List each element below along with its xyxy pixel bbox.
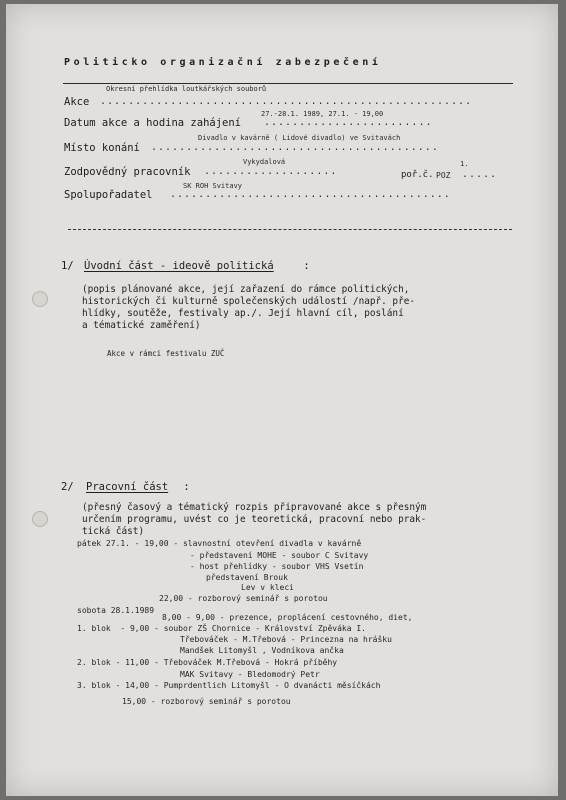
punch-hole-top <box>32 291 48 307</box>
section1-note: Akce v rámci festivalu ZUČ <box>107 349 225 358</box>
program-line-4: představení Brouk <box>206 573 288 582</box>
program-line-2: - představení MOHE - soubor C Svitavy <box>190 551 369 560</box>
misto-dots: ......................................... <box>151 142 439 153</box>
program-line-15: 15,00 - rozborový seminář s porotou <box>122 697 291 706</box>
section1-desc-line-3: hlídky, soutěže, festivaly ap./. Její hlavní cíl, poslání <box>82 308 404 319</box>
pracovnik-label: Zodpovědný pracovník <box>64 166 191 178</box>
program-line-9: 1. blok - 9,00 - soubor ZŠ Chornice - Království Zpěváka I. <box>77 624 366 633</box>
pracovnik-dots: ................... <box>204 166 338 177</box>
section2-number: 2/ <box>61 481 74 493</box>
pracovnik-number: 1. <box>460 160 469 168</box>
section1-desc-line-2: historických či kulturně společenských událostí /např. pře- <box>82 296 416 307</box>
section1-desc-line-4: a tématické zaměření) <box>82 320 201 331</box>
section2-desc-line-2: určením programu, uvést co je teoretická, pracovní nebo prak- <box>82 514 427 525</box>
program-line-14: 3. blok - 14,00 - Pumprdentlich Litomyšl - O dvanácti měsíčkách <box>77 681 381 690</box>
title-underline <box>63 83 513 84</box>
pracovnik-value: Vykydalová <box>243 158 286 166</box>
section1-heading-tail: : <box>297 260 310 272</box>
section-divider <box>68 229 512 230</box>
program-line-1: pátek 27.1. - 19,00 - slavnostní otevření divadla v kavárně <box>77 539 362 548</box>
program-line-7: sobota 28.1.1989 <box>77 606 155 615</box>
program-line-5: Lev v kleci <box>241 583 294 592</box>
section2-heading: Pracovní část <box>86 481 169 493</box>
poradi-value: POZ <box>436 171 451 180</box>
spolu-dots: ........................................ <box>170 189 451 200</box>
akce-label: Akce <box>64 96 90 108</box>
punch-hole-bottom <box>32 511 48 527</box>
section2-desc-line-3: tická část) <box>82 526 145 537</box>
section2-heading-tail: : <box>177 481 190 493</box>
document-page <box>6 4 558 796</box>
datum-dots: ........................ <box>264 117 433 128</box>
section1-desc-line-1: (popis plánované akce, její zařazení do rámce politických, <box>82 284 410 295</box>
datum-value: 27.-28.1. 1989, 27.1. - 19,00 <box>261 110 384 118</box>
spolu-label: Spolupořadatel <box>64 189 153 201</box>
misto-label: Místo konání <box>64 142 140 154</box>
program-line-6: 22,00 - rozborový seminář s porotou <box>159 594 328 603</box>
datum-label: Datum akce a hodina zahájení <box>64 117 242 129</box>
misto-value: Divadlo v kavárně ( Lidové divadlo) ve Svitavách <box>198 134 401 142</box>
poradi-dots: ..... <box>462 169 498 180</box>
program-line-10: Třebováček - M.Třebová - Princezna na hrášku <box>180 635 392 644</box>
program-line-11: Mandšek Litomyšl , Vodníkova ančka <box>180 646 344 655</box>
poradi-label: poř.č. <box>401 170 434 180</box>
program-line-3: - host přehlídky - soubor VHS Vsetín <box>190 562 364 571</box>
section2-desc-line-1: (přesný časový a tématický rozpis připravované akce s přesným <box>82 502 427 513</box>
akce-value: Okresní přehlídka loutkářských souborů <box>106 85 267 93</box>
akce-dots: ..................................................... <box>100 96 473 107</box>
section1-number: 1/ <box>61 260 74 272</box>
program-line-13: MAK Svitavy - Bledomodrý Petr <box>180 670 320 679</box>
program-line-12: 2. blok - 11,00 - Třebováček M.Třebová - Hokrá příběhy <box>77 658 338 667</box>
spolu-value: SK ROH Svitavy <box>183 182 243 190</box>
program-line-8: 8,00 - 9,00 - prezence, proplácení cestovného, diet, <box>162 613 413 622</box>
section1-heading: Úvodní část - ideově politická <box>84 260 274 272</box>
document-title: Politicko organizační zabezpečení <box>64 57 382 68</box>
